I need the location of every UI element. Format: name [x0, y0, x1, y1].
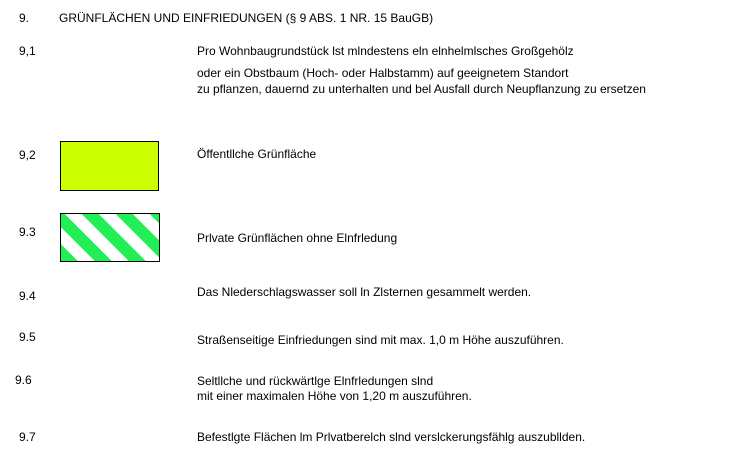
item-text-9-1-line-2: oder ein Obstbaum (Hoch- oder Halbstamm) auf geeignetem Standort	[197, 66, 569, 80]
item-number-9-1: 9,1	[19, 44, 36, 58]
item-number-9-7: 9.7	[19, 430, 36, 444]
section-number: 9.	[19, 11, 30, 25]
item-number-9-3: 9.3	[19, 225, 36, 239]
section-title: GRÜNFLÄCHEN UND EINFRIEDUNGEN (§ 9 ABS. 1 NR. 15 BauGB)	[59, 11, 434, 25]
item-text-9-7: Befestlgte Flächen lm Prlvatberelch slnd verslckerungsfählg auszubllden.	[197, 430, 586, 444]
item-text-9-1-line-1: Pro Wohnbaugrundstück lst mlndestens eln elnhelmlsches Großgehölz	[197, 44, 574, 58]
item-text-9-6-line-1: Seltllche und rückwärtlge Elnfrledungen slnd	[197, 374, 434, 388]
private-green-hatch-swatch	[60, 213, 160, 262]
item-number-9-2: 9,2	[19, 148, 36, 162]
public-green-swatch	[60, 141, 159, 191]
item-text-9-3: Prlvate Grünflächen ohne Elnfrledung	[197, 231, 398, 245]
item-text-9-2: Öffentllche Grünfläche	[197, 147, 317, 161]
item-number-9-5: 9.5	[19, 330, 36, 344]
item-text-9-1-line-3: zu pflanzen, dauernd zu unterhalten und bel Ausfall durch Neupflanzung zu ersetzen	[197, 82, 646, 96]
item-text-9-5: Straßenseitige Einfriedungen sind mit max. 1,0 m Höhe auszuführen.	[197, 333, 564, 347]
item-text-9-4: Das Nlederschlagswasser soll ln Zlsternen gesammelt werden.	[197, 285, 532, 299]
item-text-9-6-line-2: mit einer maximalen Höhe von 1,20 m auszuführen.	[197, 389, 472, 403]
item-number-9-6: 9.6	[15, 373, 32, 387]
item-number-9-4: 9.4	[19, 289, 36, 303]
